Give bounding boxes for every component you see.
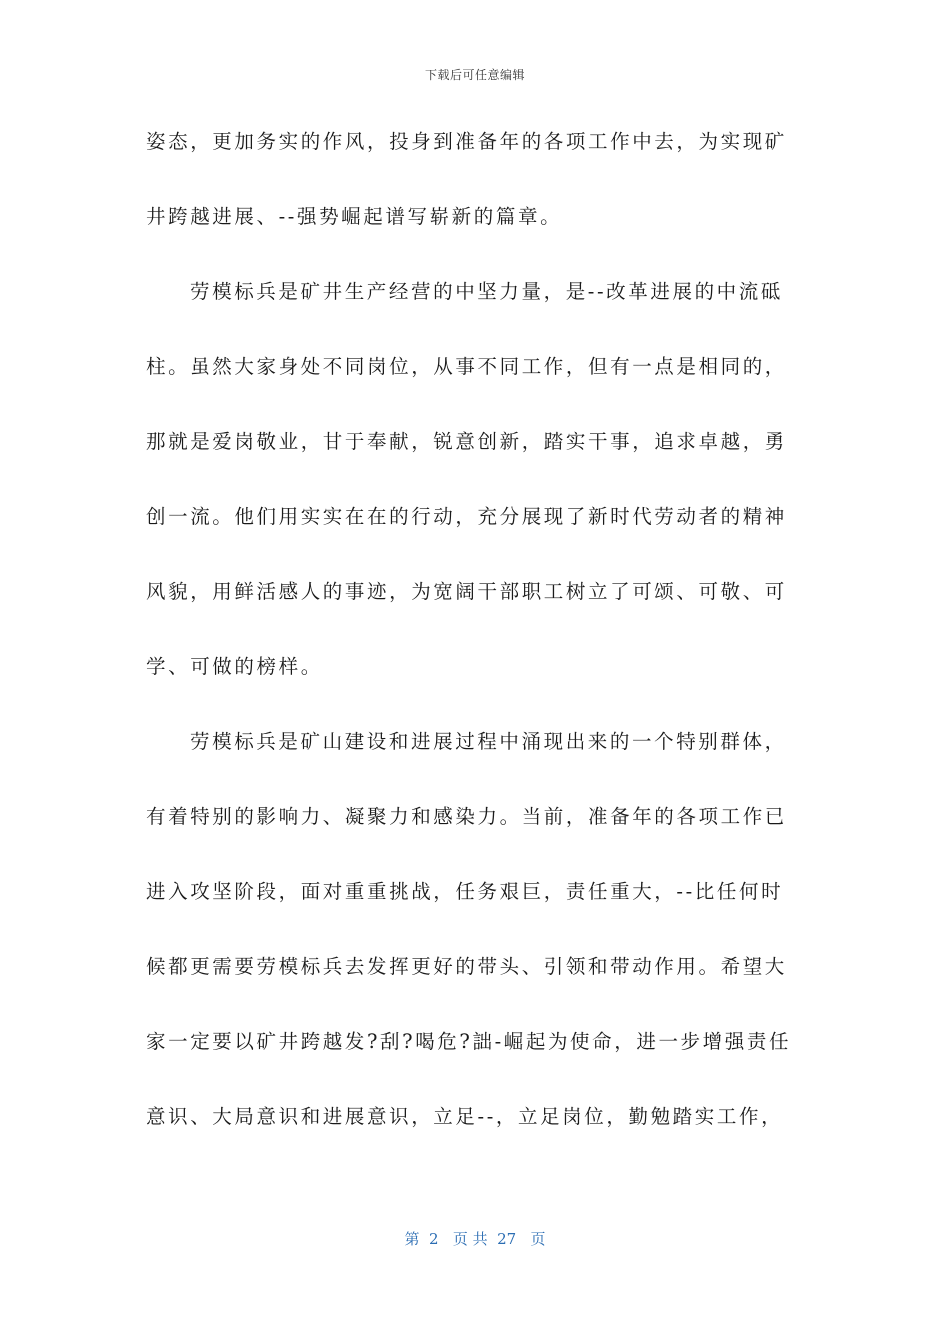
- paragraph-start-line: 劳模标兵是矿山建设和进展过程中涌现出来的一个特别群体，: [190, 730, 787, 753]
- text-line: 创一流。他们用实实在在的行动，充分展现了新时代劳动者的精神: [146, 505, 787, 528]
- text-line: 候都更需要劳模标兵去发挥更好的带头、引领和带动作用。希望大: [146, 955, 787, 978]
- paragraph-start-line: 劳模标兵是矿井生产经营的中坚力量，是--改革进展的中流砥: [190, 280, 783, 303]
- text-line: 那就是爱岗敬业，甘于奉献，锐意创新，踏实干事，追求卓越，勇: [146, 430, 787, 453]
- text-line: 风貌，用鲜活感人的事迹，为宽阔干部职工树立了可颂、可敬、可: [146, 580, 787, 603]
- text-line: 进入攻坚阶段，面对重重挑战，任务艰巨，责任重大，--比任何时: [146, 880, 784, 903]
- page-number-footer: 第 2 页 共 27 页: [404, 1230, 546, 1248]
- text-line: 学、可做的榜样。: [146, 655, 323, 678]
- text-line: 姿态，更加务实的作风，投身到准备年的各项工作中去，为实现矿: [146, 130, 787, 153]
- text-line: 井跨越进展、--强势崛起谱写崭新的篇章。: [146, 205, 563, 228]
- text-line: 柱。虽然大家身处不同岗位，从事不同工作，但有一点是相同的，: [146, 355, 787, 378]
- page-header-note: 下载后可任意编辑: [424, 68, 525, 82]
- document-body: [146, 118, 796, 1168]
- text-line: 意识、大局意识和进展意识，立足--，立足岗位，勤勉踏实工作，: [146, 1105, 784, 1128]
- text-line: 家一定要以矿井跨越发?刮?喝危?詘-崛起为使命，进一步增强责任: [146, 1030, 792, 1053]
- text-line: 有着特别的影响力、凝聚力和感染力。当前，准备年的各项工作已: [146, 805, 787, 828]
